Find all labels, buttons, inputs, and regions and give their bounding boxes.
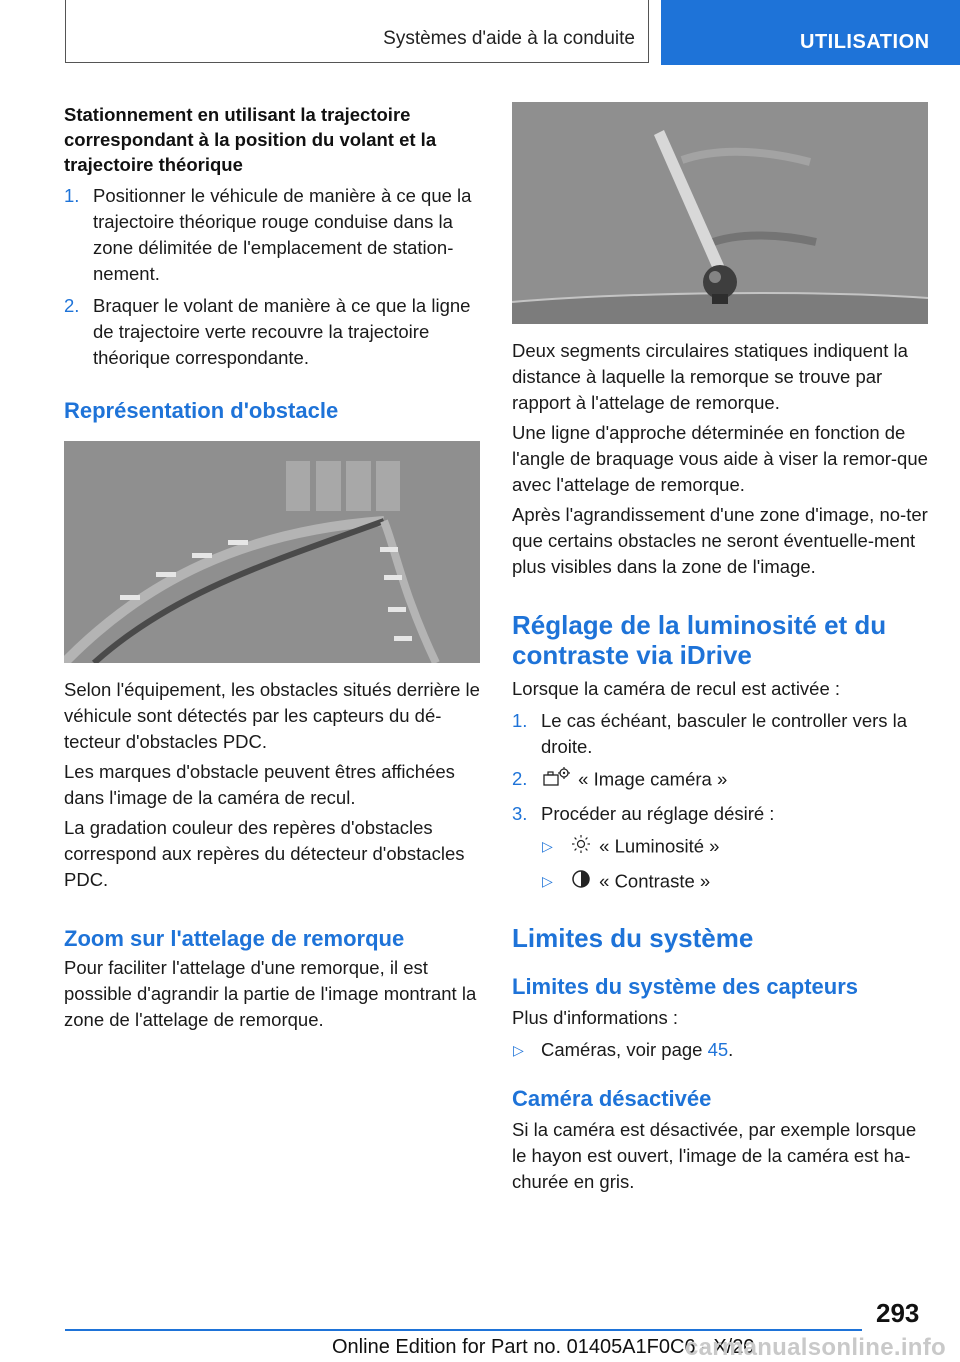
step-number: 2. — [64, 295, 80, 316]
sensor-limits-heading: Limites du système des capteurs — [512, 974, 859, 999]
camera-settings-icon — [541, 766, 573, 795]
limits-heading: Limites du système — [512, 923, 754, 953]
right-column — [512, 102, 928, 1195]
obstacle-paragraph: Selon l'équipement, les obstacles situés derrière le véhicule sont détectés par les capteurs du dé‐tecteur d'obstacles PDC. — [64, 679, 480, 752]
camera-off-paragraph: Si la caméra est désactivée, par exemple lorsque le hayon est ouvert, l'image de la caméra est ha‐churée en gris. — [512, 1119, 917, 1192]
parking-step-1 — [64, 183, 480, 287]
camera-off-heading: Caméra désactivée — [512, 1086, 712, 1111]
bullet-marker: ▷ — [542, 873, 553, 889]
limits-intro: Plus d'informations : — [512, 1007, 678, 1028]
step-text: Positionner le véhicule de manière à ce que la trajectoire théorique rouge conduise dans la zone délimitée de l'emplacement de station‐nement. — [93, 185, 472, 284]
brightness-icon — [570, 833, 594, 862]
trailer-hitch-illustration — [512, 102, 928, 324]
obstacle-heading: Représentation d'obstacle — [64, 398, 339, 423]
step-text: « Image caméra » — [578, 768, 728, 790]
parking-subheading: Stationnement en utilisant la trajectoire correspondant à la position du volant et la trajectoire théorique — [64, 104, 437, 175]
zoom-heading: Zoom sur l'attelage de remorque — [64, 926, 405, 951]
step-text: Procéder au réglage désiré : — [541, 803, 775, 824]
limits-item — [512, 1037, 928, 1063]
obstacle-marker — [376, 461, 400, 511]
step-number: 3. — [512, 803, 528, 824]
brightness-heading: Réglage de la luminosité et du contraste via iDrive — [512, 610, 887, 670]
step-text: Braquer le volant de manière à ce que la ligne de trajectoire verte recouvre la trajectoire théorique correspondante. — [93, 295, 471, 368]
option-text: « Luminosité » — [599, 835, 720, 857]
section-title: Systèmes d'aide à la conduite — [383, 28, 635, 49]
chapter-tab[interactable]: UTILISATION — [661, 0, 960, 65]
obstacle-paragraph: La gradation couleur des repères d'obstacles correspond aux repères du détecteur d'obstacles PDC. — [64, 817, 465, 890]
contrast-option — [541, 868, 928, 897]
obstacle-marker — [346, 461, 371, 511]
step-number: 2. — [512, 768, 528, 789]
obstacle-marker — [286, 461, 310, 511]
obstacle-camera-illustration — [64, 441, 480, 663]
watermark: carmanualsonline.info — [685, 1334, 947, 1361]
edition-text: Online Edition for Part no. 01405A1F0C6 - X/20 — [332, 1336, 755, 1358]
brightness-intro: Lorsque la caméra de recul est activée : — [512, 678, 841, 699]
step-text: Le cas échéant, basculer le controller vers la droite. — [541, 710, 908, 757]
hitch-paragraph: Deux segments circulaires statiques indiquent la distance à laquelle la remorque se trouve par rapport à l'attelage de remorque. — [512, 340, 908, 413]
option-text: « Contraste » — [599, 870, 711, 892]
left-column — [64, 102, 480, 1033]
hitch-paragraph: Une ligne d'approche déterminée en fonction de l'angle de braquage vous aide à viser la remor‐que avec l'attelage de remorque. — [512, 422, 928, 495]
limits-item-end: . — [728, 1039, 734, 1060]
brightness-step-1 — [512, 708, 928, 760]
limits-item-text: Caméras, voir page — [541, 1039, 708, 1060]
contrast-icon — [570, 868, 594, 897]
step-number: 1. — [512, 710, 528, 731]
page-link[interactable]: 45 — [707, 1039, 729, 1060]
bullet-marker: ▷ — [513, 1042, 524, 1058]
brightness-option — [541, 833, 928, 862]
step-number: 1. — [64, 185, 80, 206]
brightness-step-3 — [512, 801, 928, 827]
brightness-step-2 — [512, 766, 928, 795]
footer-divider — [65, 1329, 862, 1331]
parking-step-2 — [64, 293, 480, 371]
obstacle-paragraph: Les marques d'obstacle peuvent êtres affichées dans l'image de la caméra de recul. — [64, 761, 455, 808]
bullet-marker: ▷ — [542, 838, 553, 854]
zoom-paragraph: Pour faciliter l'attelage d'une remorque, il est possible d'agrandir la partie de l'image montrant la zone de l'attelage de remorque. — [64, 957, 477, 1030]
page-number: 293 — [876, 1298, 920, 1328]
hitch-paragraph: Après l'agrandissement d'une zone d'image, no‐ter que certains obstacles ne seront éventuelle‐ment plus visibles dans la zone de l'image. — [512, 504, 928, 577]
obstacle-marker — [316, 461, 341, 511]
